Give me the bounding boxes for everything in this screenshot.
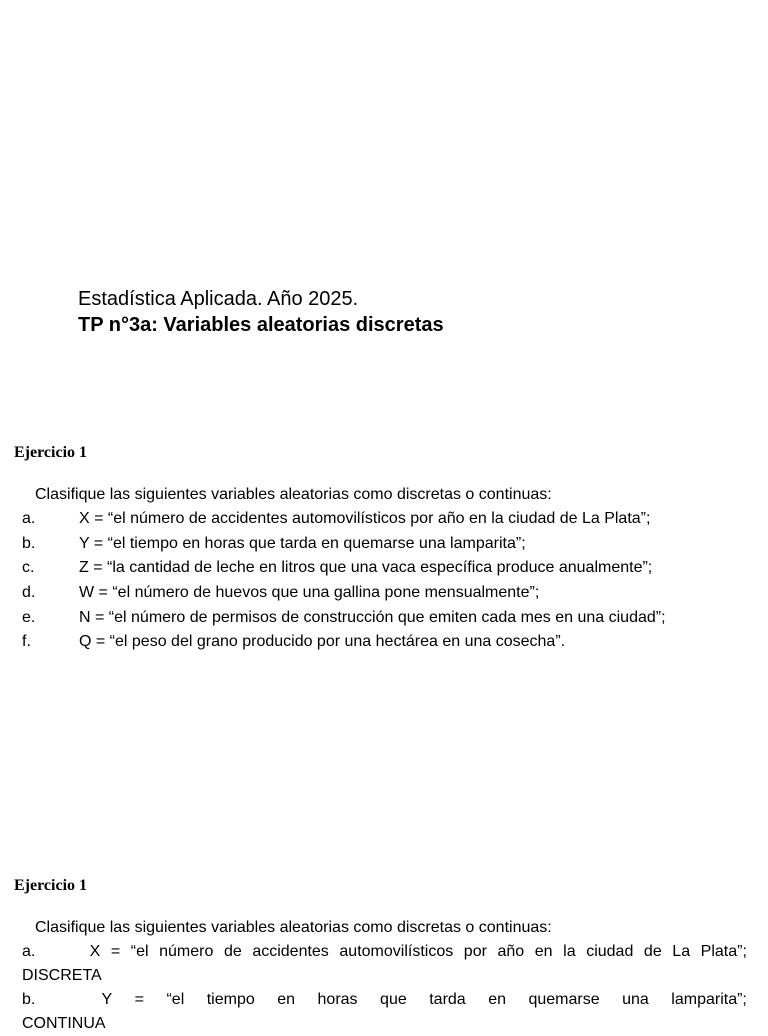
item-text: Q = “el peso del grano producido por una hectárea en una cosecha”. — [79, 633, 566, 650]
item-marker: a. — [22, 943, 36, 960]
answer-item-word: Plata”; — [700, 943, 747, 960]
answer-item-word: en — [534, 943, 553, 960]
exercise-item-a — [22, 509, 650, 529]
exercise-item-c — [22, 558, 652, 578]
answer-item-word: Y — [101, 991, 113, 1008]
item-marker: b. — [22, 535, 36, 552]
answer-item-word: horas — [317, 991, 358, 1008]
answer-item-line — [22, 940, 747, 964]
answer-item-word: la — [563, 943, 576, 960]
answer-item-b — [22, 988, 747, 1036]
answer-item-word: en — [488, 991, 506, 1008]
item-text: Z = “la cantidad de leche en litros que una vaca específica produce anualmente”; — [79, 559, 653, 576]
tp-title: TP n°3a: Variables aleatorias discretas — [78, 314, 444, 336]
answer-item-word: = — [134, 991, 144, 1008]
exercise-1-intro: Clasifique las siguientes variables aleatorias como discretas o continuas: — [35, 486, 552, 503]
exercise-item-d — [22, 583, 539, 603]
answer-item-word: número — [159, 943, 214, 960]
answer-item-word: = — [110, 943, 121, 960]
answer-item-word: de — [643, 943, 662, 960]
exercise-item-f — [22, 632, 565, 652]
answer-item-word: tiempo — [206, 991, 255, 1008]
item-marker: e. — [22, 609, 36, 626]
item-text: W = “el número de huevos que una gallina pone mensualmente”; — [79, 584, 540, 601]
item-marker: d. — [22, 584, 36, 601]
answer-item-word: X — [89, 943, 101, 960]
item-marker: c. — [22, 559, 35, 576]
item-text: Y = “el tiempo en horas que tarda en quemarse una lamparita”; — [79, 535, 526, 552]
item-text: N = “el número de permisos de construcción que emiten cada mes en una ciudad”; — [79, 609, 666, 626]
answer-item-word: lamparita”; — [671, 991, 747, 1008]
exercise-1-answers-intro: Clasifique las siguientes variables aleatorias como discretas o continuas: — [35, 919, 552, 936]
answer-item-word: que — [380, 991, 407, 1008]
answer-item-word: automovilísticos — [339, 943, 454, 960]
answer-item-word: de — [223, 943, 242, 960]
item-text: X = “el número de accidentes automovilísticos por año en la ciudad de La Plata”; — [79, 510, 651, 527]
answer-item-word: por — [463, 943, 487, 960]
item-marker: f. — [22, 633, 31, 650]
answer-item-word: La — [672, 943, 691, 960]
answer-item-word: quemarse — [528, 991, 600, 1008]
item-marker: b. — [22, 991, 36, 1008]
answer-item-word: tarda — [429, 991, 466, 1008]
exercise-1-heading: Ejercicio 1 — [14, 444, 88, 461]
answer-item-word: en — [277, 991, 296, 1008]
answer-item-word: “el — [166, 991, 185, 1008]
answer-item-word: accidentes — [252, 943, 329, 960]
answer-label: DISCRETA — [22, 967, 102, 984]
answer-item-word: “el — [130, 943, 149, 960]
answer-item-word: una — [622, 991, 649, 1008]
answer-item-line — [22, 988, 747, 1012]
answer-label: CONTINUA — [22, 1015, 106, 1032]
document-title — [78, 286, 444, 338]
item-marker: a. — [22, 510, 36, 527]
answer-item-word: ciudad — [586, 943, 634, 960]
exercise-item-e — [22, 608, 666, 628]
exercise-item-b — [22, 534, 526, 554]
exercise-1-answers-heading: Ejercicio 1 — [14, 877, 88, 894]
answer-item-a — [22, 940, 747, 988]
answer-item-word: año — [497, 943, 525, 960]
course-line: Estadística Aplicada. Año 2025. — [78, 288, 359, 310]
